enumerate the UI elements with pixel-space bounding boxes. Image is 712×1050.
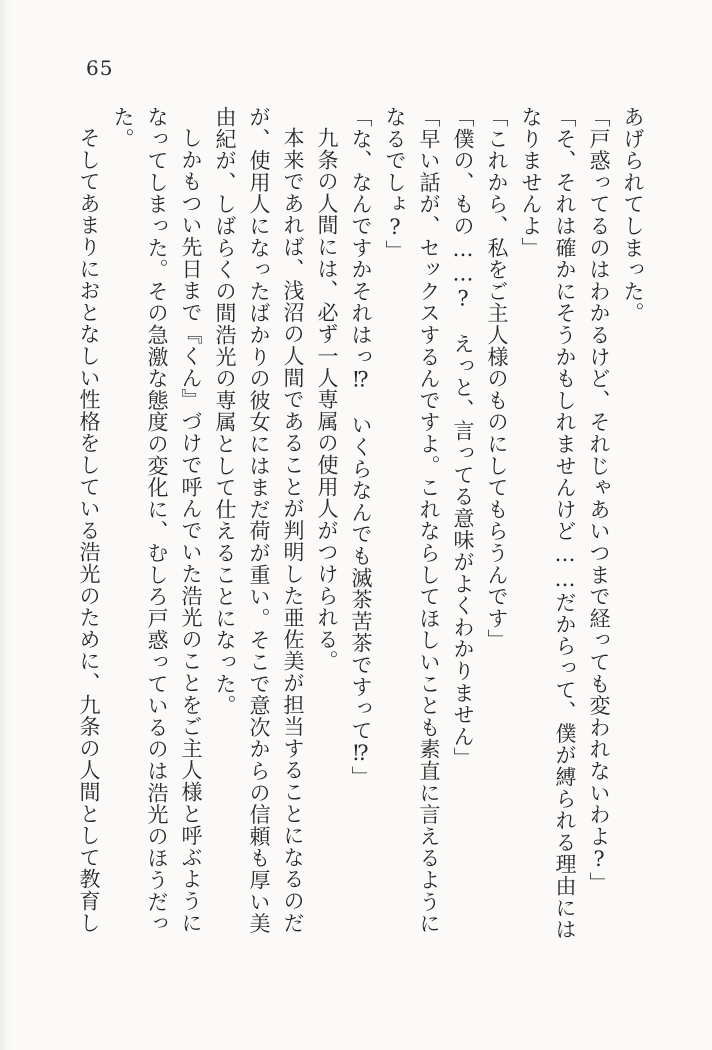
text-line: 「な、なんですかそれはっ⁉ いくらなんでも滅茶苦茶ですって⁉」 bbox=[349, 106, 373, 788]
text-line: しかもつい先日まで『くん』づけで呼んでいた浩光のことをご主人様と呼ぶように bbox=[179, 127, 203, 934]
text-line: 「そ、それは確かにそうかもしれませんけど……だからって、僕が縛られる理由には bbox=[553, 106, 577, 941]
text-line: 九条の人間には、必ず一人専属の使用人がつけられる。 bbox=[315, 127, 339, 672]
text-line: が、使用人になったばかりの彼女にはまだ荷が重い。そこで意次からの信頼も厚い美 bbox=[247, 106, 271, 935]
text-line: なりませんよ」 bbox=[519, 106, 543, 259]
text-line: た。 bbox=[111, 106, 135, 150]
text-line: あげられてしまった。 bbox=[621, 106, 645, 324]
page-number: 65 bbox=[86, 56, 114, 80]
text-line: そしてあまりにおとなしい性格をしている浩光のために、九条の人間として教育し bbox=[77, 127, 101, 934]
text-line: 由紀が、しばらくの間浩光の専属として仕えることになった。 bbox=[213, 106, 237, 717]
text-line: なるでしょ?」 bbox=[383, 106, 407, 262]
text-line: 「僕の、もの……? えっと、言ってる意味がよくわかりません」 bbox=[451, 106, 475, 769]
text-line: 「早い話が、セックスするんですよ。これならしてほしいことも素直に言えるように bbox=[417, 106, 441, 935]
text-line: 「戸惑ってるのはわかるけど、それじゃあいつまで経っても変われないわよ?」 bbox=[587, 106, 611, 894]
text-line: 本来であれば、浅沼の人間であることが判明した亜佐美が担当することになるのだ bbox=[281, 127, 305, 934]
text-line: なってしまった。その急激な態度の変化に、むしろ戸惑っているのは浩光のほうだっ bbox=[145, 106, 169, 935]
text-line: 「これから、私をご主人様のものにしてもらうんです」 bbox=[485, 106, 509, 651]
vertical-text-block bbox=[72, 106, 650, 982]
